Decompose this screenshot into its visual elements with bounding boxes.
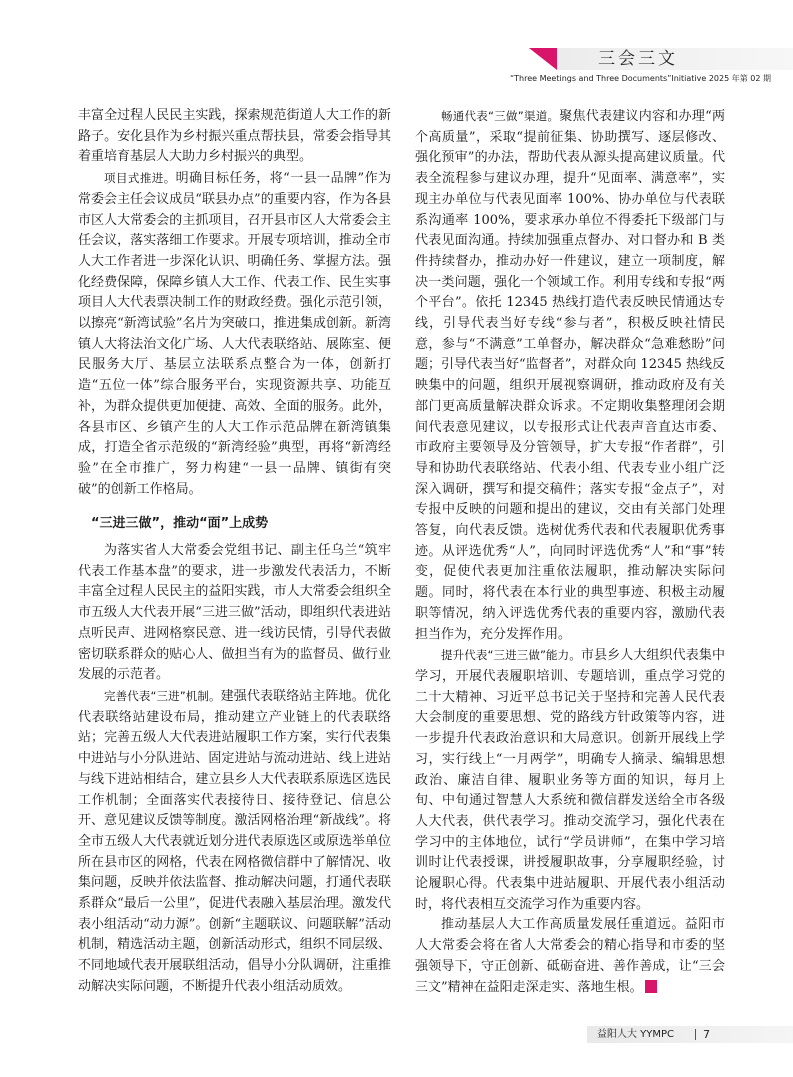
article-end-icon (645, 980, 657, 993)
paragraph (415, 645, 725, 915)
section-heading: “三进三做”，推动“面”上成势 (91, 516, 269, 532)
left-column (78, 106, 391, 998)
footer-divider (695, 1029, 696, 1040)
paragraph-lead: 完善代表“三进”机制。 (104, 688, 221, 703)
paragraph (78, 686, 391, 998)
issue-subtitle: “Three Meetings and Three Documents”Initiative 2025 年第 02 期 (509, 74, 771, 83)
paragraph-body: 明确目标任务，将“一县一品牌”作为常委会主任会议成员“联县办点”的重要内容，作为各县市区人大常委会的主抓项目，召开县市区人大常委会主任会议，落实落细工作要求。开展专项培训，推动全市人大工作者进一步深化认识、明确任务、掌握方法。强化经费保障，保障乡镇人大工作、代表工作、民生实事项目人大代表票决制工作的财政经费。强化示范引领，以擦亮“新湾试验”名片为突破口，推进集成创新。新湾镇人大将法治文化广场、人大代表联络站、展陈室、便民服务大厅、基层立法联系点整合为一体，创新打造“五位一体”综合服务平台，实现资源共享、功能互补，为群众提供更加便捷、高效、全面的服务。此外，各县市区、乡镇产生的人大工作示范品牌在新湾镇集成，打造全省示范级的“新湾经验”典型，再将“新湾经验”在全市推广，努力构建“一县一品牌、镇街有突破”的创新工作格局。 (78, 171, 392, 497)
paragraph-body: 聚焦代表建议内容和办理“两个高质量”，采取“提前征集、协助撰写、逐层修改、强化预审”的办法，帮助代表从源头提高建议质量。代表全流程参与建议办理，提升“见面率、满意率”，实现主办单位与代表见面率 100%、协办单位与代表联系沟通率 100%，要求承办单位不得委托下级部门与代表见面沟通。持续加强重点督办、对口督办和 B 类件持续督办，推动办好一件建议，建立一项制度，解决一类问题，强化一个领域工作。利用专线和专报“两个平台”。依托 12345 热线打造代表反映民情通达专线，引导代表当好专线“参与者”，积极反映社情民意，参与“不满意”工单督办，解决群众“急难愁盼”问题；引导代表当好“监督者”，对群众向 12345 热线反映集中的问题，组织开展视察调研，推动政府及有关部门更高质量解决群众诉求。不定期收集整理闭会期间代表意见建议，以专报形式让代表声音直达市委、市政府主要领导及分管领导，扩大专报“作者群”，引导和协助代表联络站、代表小组、代表专业小组广泛深入调研，撰写和提交稿件；落实专报“金点子”，对专报中反映的问题和提出的建议，交由有关部门处理答复，向代表反馈。选树优秀代表和代表履职优秀事迹。从评选优秀“人”，向同时评选优秀“人”和“事”转变，促使代表更加注重依法履职，推动解决实际问题。同时，将代表在本行业的典型事迹、积极主动履职等情况，纳入评选优秀代表的重要内容，激励代表担当作为，充分发挥作用。 (415, 109, 725, 642)
paragraph: 丰富全过程人民民主实践，探索规范街道人大工作的新路子。安化县作为乡村振兴重点帮扶县，常委会指导其着重培育基层人大助力乡村振兴的典型。 (78, 108, 391, 165)
paragraph-body: 市县乡人大组织代表集中学习，开展代表履职培训、专题培训，重点学习党的二十大精神、习近平总书记关于坚持和完善人民代表大会制度的重要思想、党的路线方针政策等内容，进一步提升代表政治意识和大局意识。创新开展线上学习，实行线上“一月两学”，明确专人摘录、编辑思想政治、廉洁自律、履职业务等方面的知识，每月上旬、中旬通过智慧人大系统和微信群发送给全市各级人大代表，供代表学习。推动交流学习，强化代表在学习中的主体地位，试行“学员讲师”，在集中学习培训时让代表授课，讲授履职故事，分享履职经验，讨论履职心得。代表集中进站履职、开展代表小组活动时，将代表相互交流学习作为重要内容。 (415, 648, 725, 912)
page-header (0, 0, 793, 90)
paragraph-body: 建强代表联络站主阵地。优化代表联络站建设布局，推动建立产业链上的代表联络站；完善五级人大代表进站履职工作方案，实行代表集中进站与小分队进站、固定进站与流动进站、线上进站与线下进站相结合，建立县乡人大代表联系原选区选民工作机制；全面落实代表接待日、接待登记、信息公开、意见建议反馈等制度。激活网格治理“新战线”。将全市五级人大代表就近划分进代表原选区或原选举单位所在县市区的网格，代表在网格微信群中了解情况、收集问题，反映并依法监督、推动解决问题，打通代表联系群众“最后一公里”，促进代表融入基层治理。激发代表小组活动“动力源”。创新“主题联议、问题联解”活动机制，精选活动主题，创新活动形式，组织不同层级、不同地域代表开展联组活动，倡导小分队调研，注重推动解决实际问题，不断提升代表小组活动质效。 (78, 688, 391, 994)
column-title: 三会三文 (598, 49, 678, 69)
paragraph (415, 106, 725, 645)
paragraph (78, 168, 391, 500)
page-number: 7 (703, 1028, 710, 1041)
right-column (415, 106, 725, 998)
paragraph (415, 915, 725, 998)
paragraph-lead: 畅通代表“三做”渠道。 (441, 109, 560, 123)
paragraph: 为落实省人大常委会党组书记、副主任乌兰“筑牢代表工作基本盘”的要求，进一步激发代表活力，不断丰富全过程人民民主的益阳实践，市人大常委会组织全市五级人大代表开展“三进三做”活动，即组织代表进站点听民声、进网格察民意、进一线访民情，引导代表做密切联系群众的贴心人、做担当有为的监督员、做行业发展的示范者。 (78, 543, 391, 683)
paragraph-lead: 项目式推进。 (104, 171, 176, 186)
header-accent-triangle (529, 48, 557, 70)
journal-name: 益阳人大 YYMPC (597, 1029, 675, 1040)
paragraph-body: 推动基层人大工作高质量发展任重道远。益阳市人大常委会将在省人大常委会的精心指导和市委的坚强领导下，守正创新、砥砺奋进、善作善成，让“三会三文”精神在益阳走深走实、落地生根。 (415, 917, 725, 995)
paragraph-lead: 提升代表“三进三做”能力。 (441, 648, 581, 663)
page-footer (587, 1026, 793, 1043)
